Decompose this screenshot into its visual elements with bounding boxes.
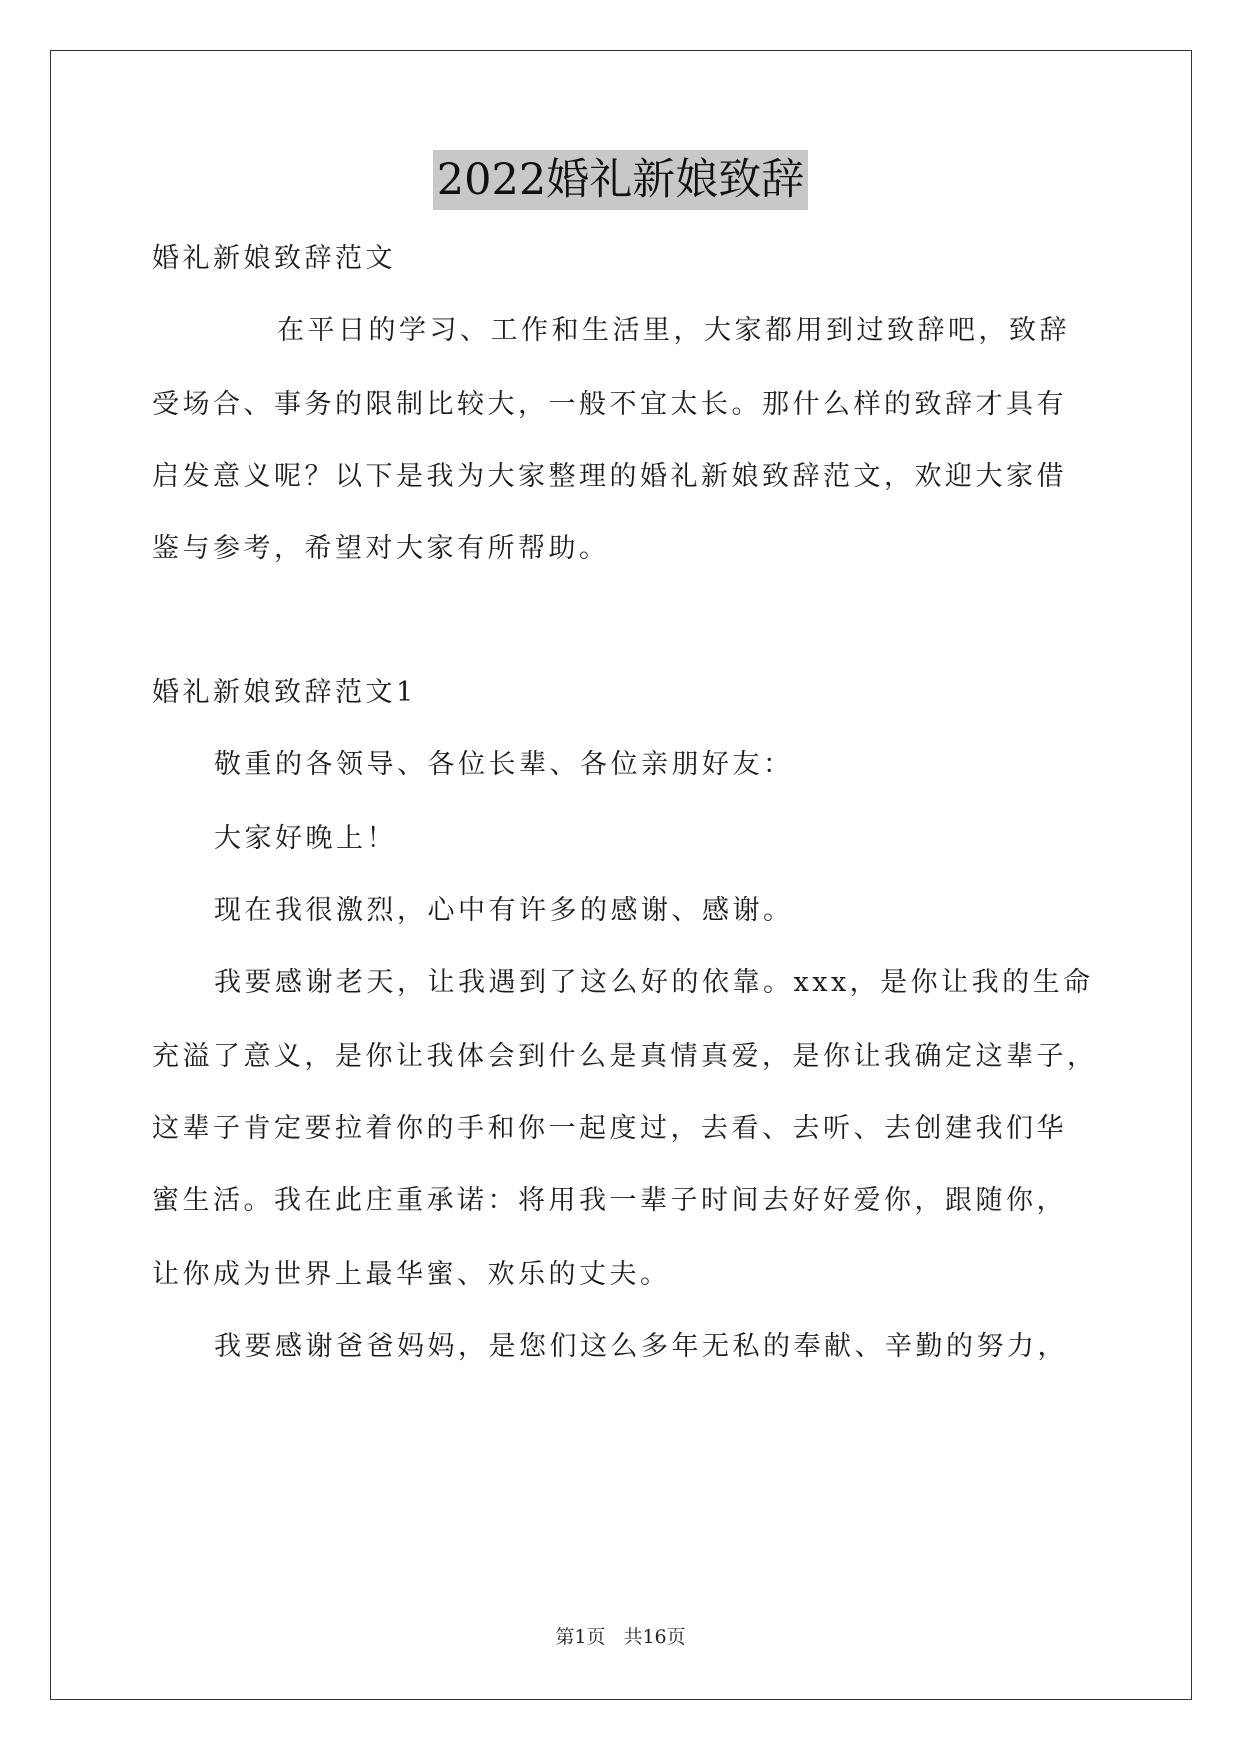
paragraph-line: 充溢了意义，是你让我体会到什么是真情真爱，是你让我确定这辈子， bbox=[152, 1041, 1098, 1072]
paragraph-line: 让你成为世界上最华蜜、欢乐的丈夫。 bbox=[152, 1259, 671, 1290]
document-title: 2022婚礼新娘致辞 bbox=[433, 150, 808, 210]
section-heading: 婚礼新娘致辞范文 bbox=[152, 243, 396, 274]
paragraph-line: 现在我很激烈，心中有许多的感谢、感谢。 bbox=[214, 895, 794, 926]
paragraph-line: 我要感谢老天，让我遇到了这么好的依靠。xxx，是你让我的生命 bbox=[214, 967, 1094, 998]
page-border bbox=[50, 50, 1192, 1700]
paragraph-line: 启发意义呢？以下是我为大家整理的婚礼新娘致辞范文，欢迎大家借 bbox=[152, 461, 1067, 492]
paragraph-line: 这辈子肯定要拉着你的手和你一起度过，去看、去听、去创建我们华 bbox=[152, 1113, 1067, 1144]
paragraph-line: 在平日的学习、工作和生活里，大家都用到过致辞吧，致辞 bbox=[277, 315, 1070, 346]
paragraph-line: 鉴与参考，希望对大家有所帮助。 bbox=[152, 533, 610, 564]
page-total: 共16页 bbox=[623, 1626, 686, 1648]
title-container bbox=[0, 150, 1241, 210]
paragraph-line: 大家好晚上！ bbox=[214, 823, 397, 854]
paragraph-line: 受场合、事务的限制比较大，一般不宜太长。那什么样的致辞才具有 bbox=[152, 389, 1067, 420]
paragraph-line: 蜜生活。我在此庄重承诺：将用我一辈子时间去好好爱你，跟随你， bbox=[152, 1185, 1067, 1216]
page-number: 第1页 bbox=[555, 1626, 606, 1648]
paragraph-line: 敬重的各领导、各位长辈、各位亲朋好友： bbox=[214, 749, 794, 780]
section-heading: 婚礼新娘致辞范文1 bbox=[152, 677, 417, 708]
page-footer bbox=[0, 1622, 1241, 1649]
paragraph-line: 我要感谢爸爸妈妈，是您们这么多年无私的奉献、辛勤的努力， bbox=[214, 1331, 1068, 1362]
